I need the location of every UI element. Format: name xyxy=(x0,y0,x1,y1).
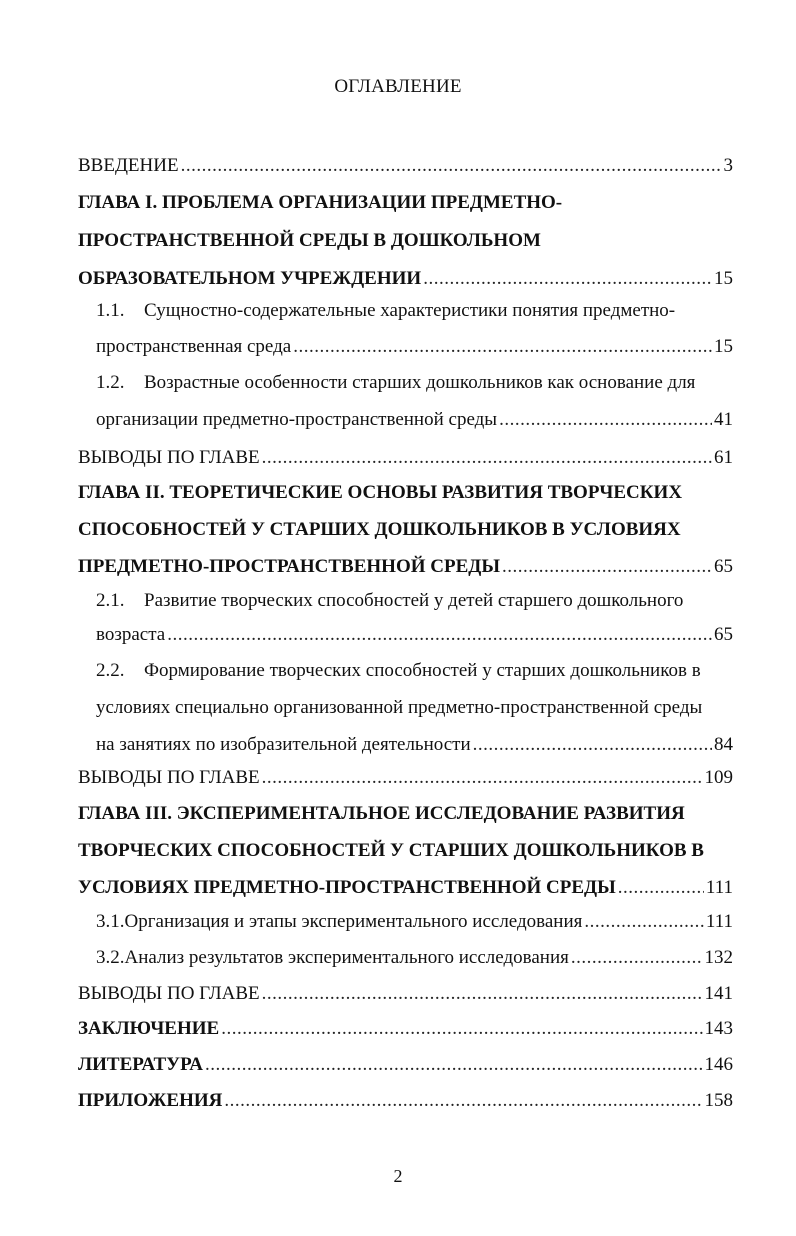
toc-entry-section-1-2[interactable] xyxy=(78,372,733,431)
toc-page-number: 111 xyxy=(705,911,733,932)
toc-entry-line: ТВОРЧЕСКИХ СПОСОБНОСТЕЙ У СТАРШИХ ДОШКОЛЬНИКОВ В xyxy=(78,840,704,861)
leader-dots xyxy=(502,556,712,578)
toc-title: ОГЛАВЛЕНИЕ xyxy=(334,76,462,97)
toc-entry-line: Сущностно-содержательные характеристики понятия предметно- xyxy=(144,300,676,321)
toc-entry-section-2-1[interactable] xyxy=(78,590,733,646)
leader-dots xyxy=(205,1054,702,1076)
toc-entry-line: ПРЕДМЕТНО-ПРОСТРАНСТВЕННОЙ СРЕДЫ xyxy=(78,556,500,577)
toc-entry-section-2-2[interactable] xyxy=(78,660,733,756)
toc-entry-section-3-2[interactable] xyxy=(78,947,733,969)
toc-entry-line: Развитие творческих способностей у детей старшего дошкольного xyxy=(144,590,684,611)
toc-page-number: 141 xyxy=(704,983,733,1004)
leader-dots xyxy=(224,1090,702,1112)
toc-entry-line: на занятиях по изобразительной деятельности xyxy=(96,734,471,755)
toc-entry-conclusions-1[interactable] xyxy=(78,447,733,469)
leader-dots xyxy=(584,911,704,933)
toc-entry-label: ЛИТЕРАТУРА xyxy=(78,1054,204,1075)
toc-entry-label: ВЫВОДЫ ПО ГЛАВЕ xyxy=(78,767,260,788)
toc-entry-line: ГЛАВА III. ЭКСПЕРИМЕНТАЛЬНОЕ ИССЛЕДОВАНИЕ РАЗВИТИЯ xyxy=(78,803,685,824)
toc-page-number: 111 xyxy=(705,877,733,898)
toc-page-number: 3 xyxy=(723,155,733,176)
toc-entry-line: организации предметно-пространственной среды xyxy=(96,409,498,430)
section-number: 3.1. xyxy=(96,911,125,932)
leader-dots xyxy=(571,947,703,969)
section-number: 1.2. xyxy=(96,372,125,393)
toc-entry-line: ГЛАВА II. ТЕОРЕТИЧЕСКИЕ ОСНОВЫ РАЗВИТИЯ ТВОРЧЕСКИХ xyxy=(78,482,683,503)
leader-dots xyxy=(181,155,722,177)
leader-dots xyxy=(473,734,712,756)
toc-entry-section-1-1[interactable] xyxy=(78,300,733,358)
section-number: 2.1. xyxy=(96,590,125,611)
toc-entry-line: ПРОСТРАНСТВЕННОЙ СРЕДЫ В ДОШКОЛЬНОМ xyxy=(78,230,541,251)
toc-entry-chapter-1[interactable] xyxy=(78,192,733,290)
toc-page-number: 143 xyxy=(704,1018,733,1039)
leader-dots xyxy=(293,336,712,358)
toc-page-number: 41 xyxy=(714,409,733,430)
toc-entry-label: ВВЕДЕНИЕ xyxy=(78,155,179,176)
toc-page-number: 15 xyxy=(714,268,733,289)
toc-entry-line: Организация и этапы экспериментального исследования xyxy=(124,911,583,932)
toc-entry-appendices[interactable] xyxy=(78,1090,733,1112)
toc-entry-label: ПРИЛОЖЕНИЯ xyxy=(78,1090,223,1111)
toc-entry-chapter-2[interactable] xyxy=(78,482,733,578)
leader-dots xyxy=(423,268,712,290)
toc-page-number: 109 xyxy=(704,767,733,788)
toc-entry-literature[interactable] xyxy=(78,1054,733,1076)
toc-entry-section-3-1[interactable] xyxy=(78,911,733,933)
toc-entry-label: ЗАКЛЮЧЕНИЕ xyxy=(78,1018,220,1039)
toc-page-number: 61 xyxy=(714,447,733,468)
toc-entry-line: Возрастные особенности старших дошкольников как основание для xyxy=(144,372,696,393)
toc-entry-chapter-3[interactable] xyxy=(78,803,733,899)
toc-entry-line: пространственная среда xyxy=(96,336,292,357)
section-number: 3.2. xyxy=(96,947,125,968)
page-number: 2 xyxy=(393,1166,403,1186)
toc-entry-line: возраста xyxy=(96,624,166,645)
toc-entry-label: ВЫВОДЫ ПО ГЛАВЕ xyxy=(78,447,260,468)
toc-page-number: 84 xyxy=(714,734,733,755)
toc-entry-line: Формирование творческих способностей у старших дошкольников в xyxy=(144,660,701,681)
section-number: 1.1. xyxy=(96,300,125,321)
toc-entry-line: ОБРАЗОВАТЕЛЬНОМ УЧРЕЖДЕНИИ xyxy=(78,268,422,289)
toc-page-number: 132 xyxy=(704,947,733,968)
leader-dots xyxy=(262,983,703,1005)
toc-entry-conclusions-2[interactable] xyxy=(78,767,733,789)
leader-dots xyxy=(221,1018,702,1040)
toc-entry-line: Анализ результатов экспериментального исследования xyxy=(124,947,569,968)
toc-entry-introduction[interactable] xyxy=(78,155,733,177)
toc-entry-conclusions-3[interactable] xyxy=(78,983,733,1005)
toc-page-number: 15 xyxy=(714,336,733,357)
section-number: 2.2. xyxy=(96,660,125,681)
toc-entry-label: ВЫВОДЫ ПО ГЛАВЕ xyxy=(78,983,260,1004)
toc-page-number: 158 xyxy=(704,1090,733,1111)
toc-entry-line: ГЛАВА I. ПРОБЛЕМА ОРГАНИЗАЦИИ ПРЕДМЕТНО- xyxy=(78,192,563,213)
toc-page-number: 65 xyxy=(714,624,733,645)
toc-page-number: 65 xyxy=(714,556,733,577)
toc-entry-line: СПОСОБНОСТЕЙ У СТАРШИХ ДОШКОЛЬНИКОВ В УСЛОВИЯХ xyxy=(78,519,681,540)
toc-page-number: 146 xyxy=(704,1054,733,1075)
leader-dots xyxy=(262,447,712,469)
leader-dots xyxy=(499,409,712,431)
leader-dots xyxy=(618,877,704,899)
toc-entry-conclusion[interactable] xyxy=(78,1018,733,1040)
leader-dots xyxy=(167,624,712,646)
leader-dots xyxy=(262,767,703,789)
toc-entry-line: условиях специально организованной предметно-пространственной среды xyxy=(96,697,703,718)
toc-entry-line: УСЛОВИЯХ ПРЕДМЕТНО-ПРОСТРАНСТВЕННОЙ СРЕДЫ xyxy=(78,877,616,898)
